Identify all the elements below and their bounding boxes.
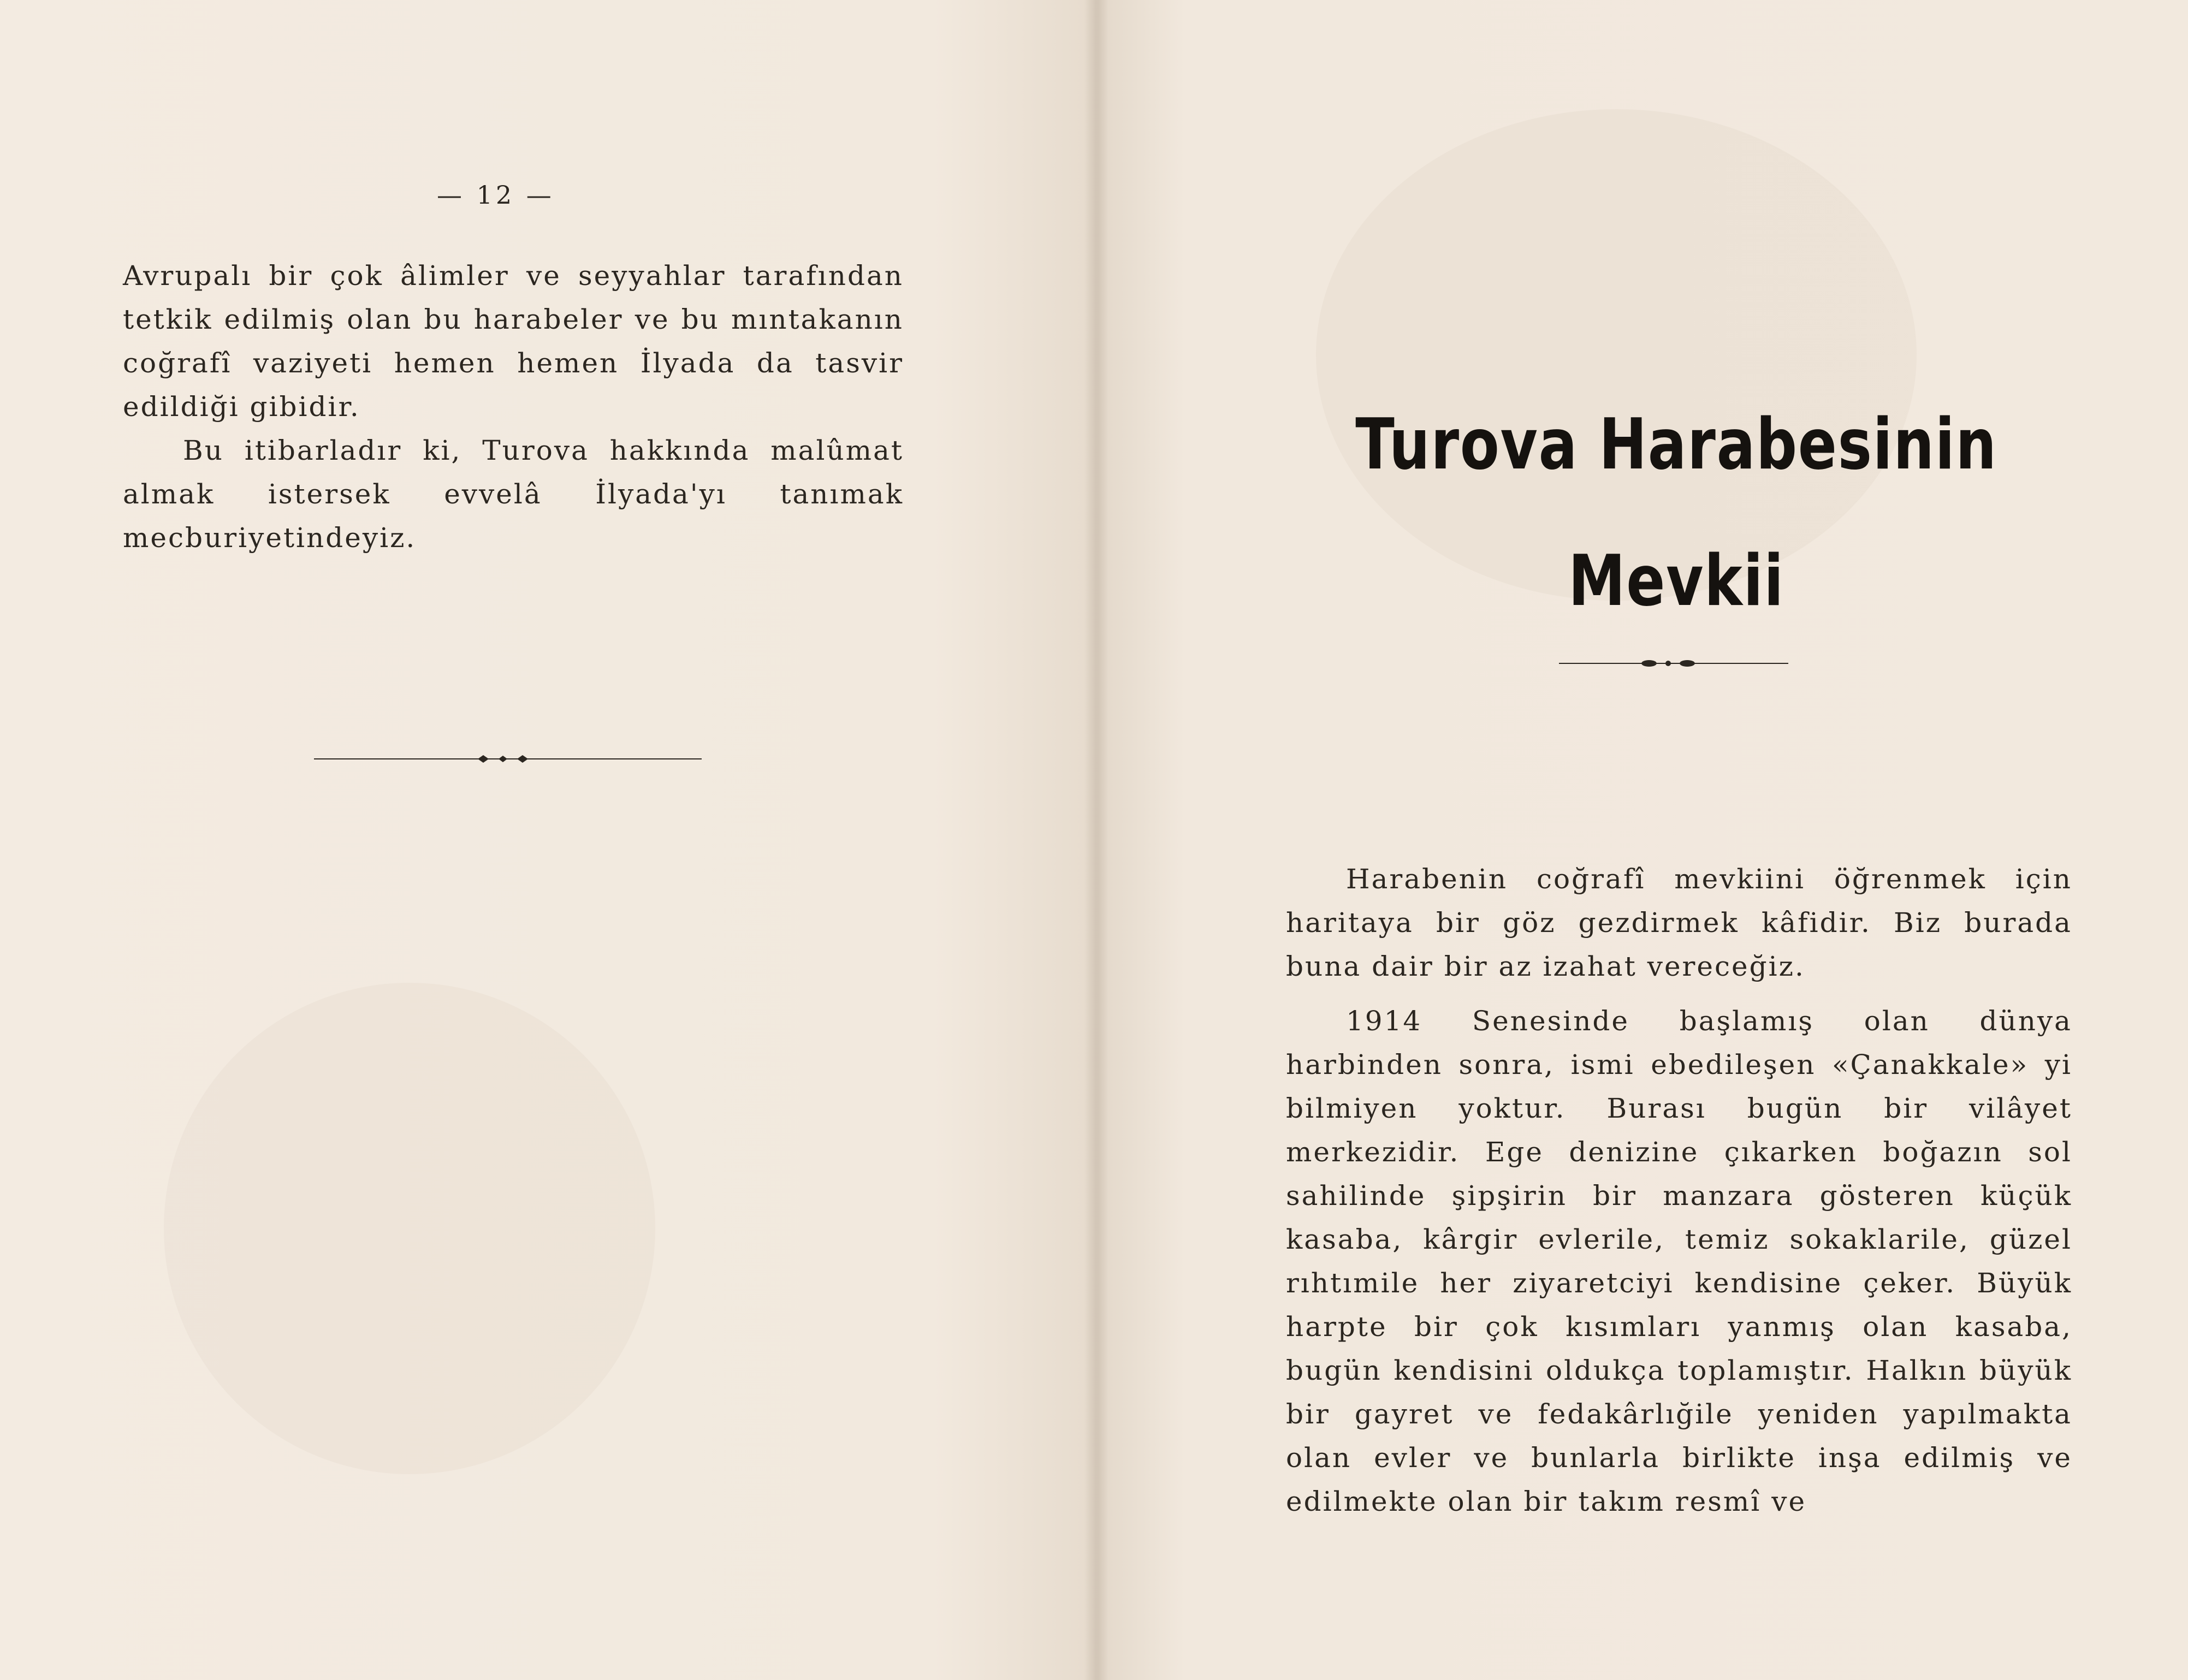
left-paragraph-1: Avrupalı bir çok âlimler ve seyyahlar tarafından tetkik edilmiş olan bu harabeler ve bu mıntakanın coğrafî vaziyeti hemen hemen İlyada da tasvir edildiği gibidir.	[123, 260, 904, 423]
chapter-title-line-1: Turova Harabesinin	[1355, 404, 1997, 485]
right-page-text	[1286, 857, 2072, 1523]
left-paragraph-2: Bu itibarladır ki, Turova hakkında malûmat almak istersek evvelâ İlyada'yı tanımak mecburiyetindeyiz.	[123, 435, 904, 554]
book-gutter	[1084, 0, 1108, 1680]
left-page-text	[123, 254, 904, 560]
right-paragraph-1: Harabenin coğrafî mevkiini öğrenmek için haritaya bir göz gezdirmek kâfidir. Biz burada buna dair bir az izahat vereceğiz.	[1286, 863, 2072, 982]
page-number: — 12 —	[437, 180, 555, 210]
right-paragraph-2: 1914 Senesinde başlamış olan dünya harbinden sonra, ismi ebedileşen «Çanakkale» yi bilmiyen yoktur. Burası bugün bir vilâyet merkezidir. Ege denizine çıkarken boğazın sol sahilinde şipşirin bir manzara gösteren küçük kasaba, kârgir evlerile, temiz sokaklarile, güzel rıhtımile her ziyaretciyi kendisine çeker. Büyük harpte bir çok kısımları yanmış olan kasaba, bugün kendisini oldukça toplamıştır. Halkın büyük bir gayret ve fedakârlığile yeniden yapılmakta olan evler ve bunlarla birlikte inşa edilmiş ve edilmekte olan bir takım resmî ve	[1286, 1005, 2072, 1517]
title-divider-ornament	[1559, 652, 1788, 674]
section-divider-ornament	[314, 748, 702, 770]
paper-stain	[164, 983, 655, 1474]
chapter-title-line-2: Mevkii	[1568, 541, 1784, 622]
paper-stain	[1316, 109, 1917, 601]
